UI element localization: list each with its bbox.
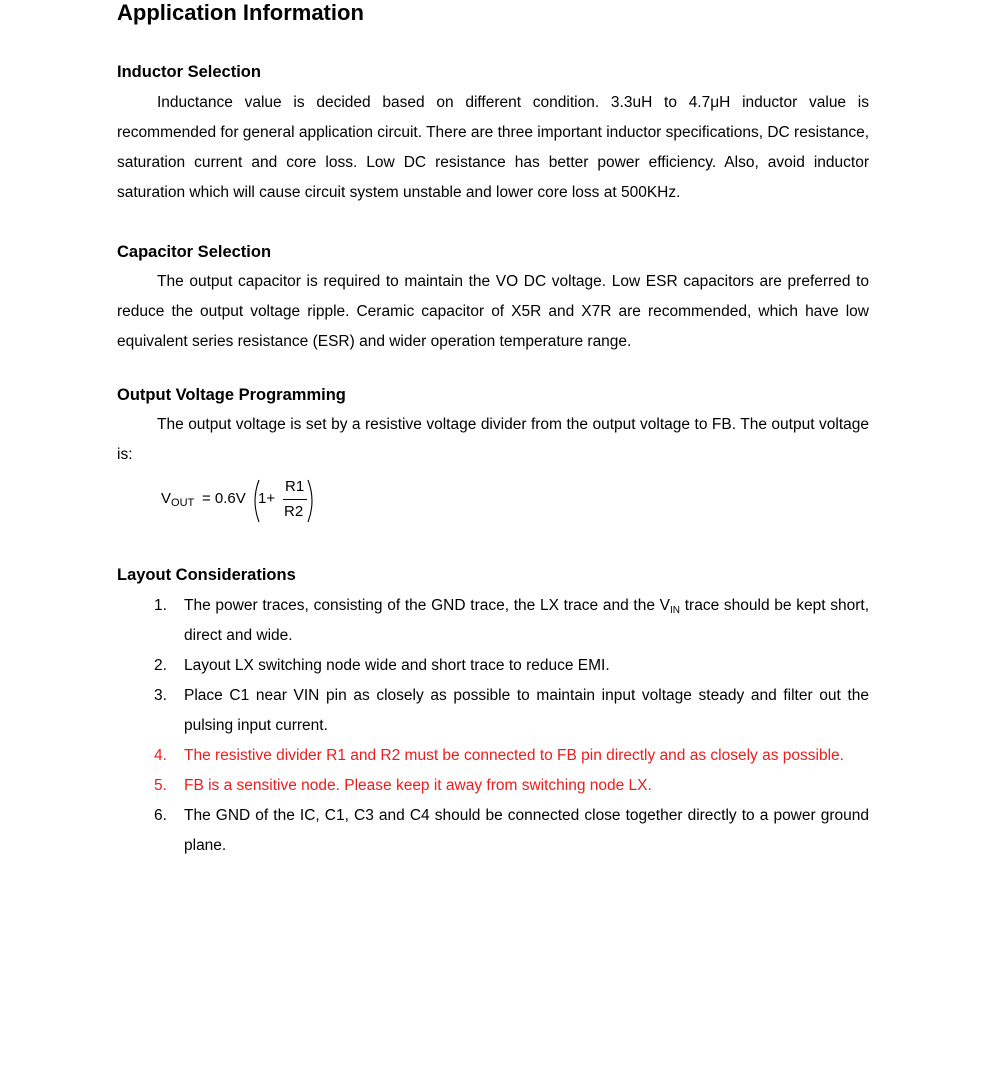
formula-equals: = 0.6V: [202, 490, 246, 507]
right-paren-icon: [306, 479, 318, 523]
formula-vout: $V_{OUT}$: [161, 490, 195, 509]
heading-output-voltage-programming: Output Voltage Programming: [117, 386, 346, 404]
paragraph-inductor-selection: Inductance value is decided based on different condition. 3.3uH to 4.7μH inductor value is recommended for general application circuit. There are three important inductor specifications, DC resistance, saturation current and core loss. Low DC resistance has better power efficiency. Also, avoid inductor saturation which will cause circuit system unstable and lower core loss at 500KHz.: [117, 94, 869, 201]
list-item-highlighted: 5. FB is a sensitive node. Please keep it away from switching node LX.: [154, 777, 652, 794]
list-item: 3. Place C1 near VIN pin as closely as possible to maintain input voltage steady and filter out the pulsing input current.: [154, 687, 869, 734]
list-item: 6. The GND of the IC, C1, C3 and C4 should be connected close together directly to a power ground plane.: [154, 807, 869, 854]
list-item: 2. Layout LX switching node wide and short trace to reduce EMI.: [154, 657, 610, 674]
heading-capacitor-selection: Capacitor Selection: [117, 243, 272, 261]
list-item-highlighted: 4. The resistive divider R1 and R2 must be connected to FB pin directly and as closely as possible.: [154, 747, 844, 764]
page-title: Application Information: [117, 0, 364, 25]
fraction-bar: [283, 499, 307, 500]
paragraph-output-voltage: The output voltage is set by a resistive voltage divider from the output voltage to FB. The output voltage is:: [117, 416, 869, 463]
heading-layout-considerations: Layout Considerations: [117, 566, 296, 584]
heading-inductor-selection: Inductor Selection: [117, 63, 261, 81]
formula-one-plus: 1+: [258, 490, 276, 507]
formula-denominator: R2: [284, 503, 304, 520]
layout-considerations-list: [117, 591, 869, 861]
paragraph-capacitor-selection: The output capacitor is required to maintain the VO DC voltage. Low ESR capacitors are preferred to reduce the output voltage ripple. Ceramic capacitor of X5R and X7R are recommended, which have low equivalent series resistance (ESR) and wider operation temperature range.: [117, 273, 869, 350]
formula-numerator: R1: [285, 478, 305, 495]
output-voltage-formula: [161, 477, 331, 525]
list-item: 1. The power traces, consisting of the GND trace, the LX trace and the $V_{IN}$ trace should be kept short, direct and wide.: [154, 597, 870, 644]
